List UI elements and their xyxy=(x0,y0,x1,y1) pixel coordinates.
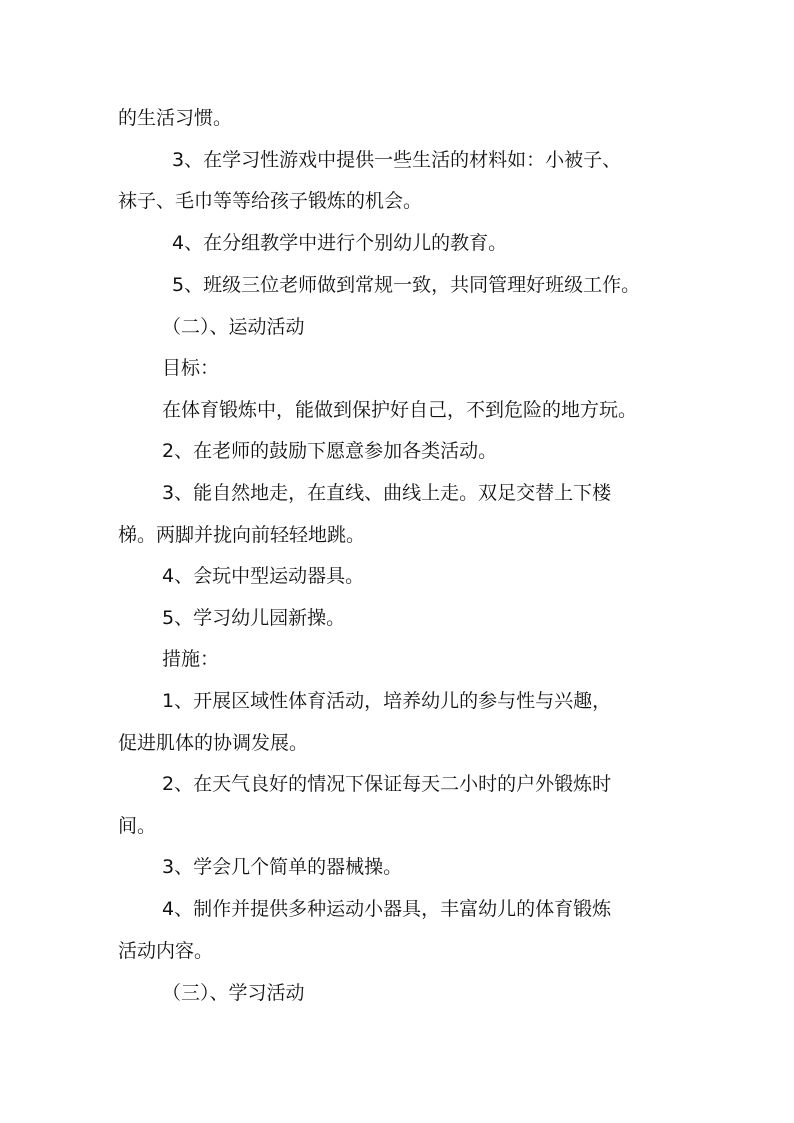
text-line: 梯。两脚并拢向前轻轻地跳。 xyxy=(118,524,366,546)
text-line: 在体育锻炼中，能做到保护好自己，不到危险的地方玩。 xyxy=(162,399,638,421)
text-line: 4、制作并提供多种运动小器具，丰富幼儿的体育锻炼 xyxy=(162,898,612,920)
text-line: 5、学习幼儿园新操。 xyxy=(162,607,346,629)
text-line: 1、开展区域性体育活动，培养幼儿的参与性与兴趣， xyxy=(162,690,612,712)
text-line: 3、在学习性游戏中提供一些生活的材料如：小被子、 xyxy=(172,149,622,171)
text-line: 2、在老师的鼓励下愿意参加各类活动。 xyxy=(162,440,498,462)
text-line: 4、会玩中型运动器具。 xyxy=(162,565,365,587)
text-line: 的生活习惯。 xyxy=(118,107,233,129)
text-line: 促进肌体的协调发展。 xyxy=(118,732,309,754)
text-line: 4、在分组教学中进行个别幼儿的教育。 xyxy=(172,232,508,254)
subheading-measures: 措施： xyxy=(162,648,220,670)
text-line: 活动内容。 xyxy=(118,940,214,962)
text-line: 间。 xyxy=(118,815,157,837)
text-line: 5、班级三位老师做到常规一致，共同管理好班级工作。 xyxy=(172,274,641,296)
subheading-goals: 目标： xyxy=(162,357,220,379)
section-heading: （三）、学习活动 xyxy=(162,982,305,1004)
text-line: 3、能自然地走，在直线、曲线上走。双足交替上下楼 xyxy=(162,482,612,504)
section-heading: （二）、运动活动 xyxy=(162,316,305,338)
text-line: 2、在天气良好的情况下保证每天二小时的户外锻炼时 xyxy=(162,773,612,795)
text-line: 袜子、毛巾等等给孩子锻炼的机会。 xyxy=(118,190,423,212)
text-line: 3、学会几个简单的器械操。 xyxy=(162,856,403,878)
